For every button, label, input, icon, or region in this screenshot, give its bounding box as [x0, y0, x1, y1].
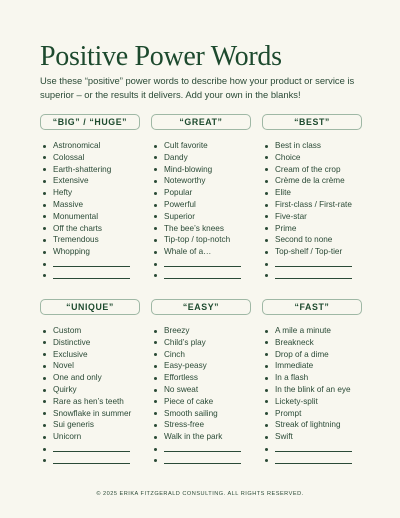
list-item: Easy-peasy [151, 360, 251, 372]
list-item: Choice [262, 152, 362, 164]
list-item: Distinctive [40, 337, 140, 349]
list-item: Monumental [40, 211, 140, 223]
blank-line[interactable] [262, 455, 362, 467]
list-item: Superior [151, 211, 251, 223]
list-item: The bee’s knees [151, 223, 251, 235]
list-item: Rare as hen’s teeth [40, 396, 140, 408]
list-item: Child’s play [151, 337, 251, 349]
list-item: No sweat [151, 384, 251, 396]
list-item: Piece of cake [151, 396, 251, 408]
list-item: Off the charts [40, 223, 140, 235]
blank-line[interactable] [262, 270, 362, 282]
list-item: One and only [40, 372, 140, 384]
list-item: Swift [262, 431, 362, 443]
blank-line[interactable] [40, 443, 140, 455]
word-list [151, 325, 251, 467]
list-item: Whale of a… [151, 246, 251, 258]
blank-line[interactable] [40, 270, 140, 282]
list-item: Colossal [40, 152, 140, 164]
word-group-best [262, 114, 362, 282]
list-item: Prompt [262, 408, 362, 420]
list-item: Earth-shattering [40, 164, 140, 176]
list-item: Lickety-split [262, 396, 362, 408]
page-title: Positive Power Words [40, 41, 282, 72]
list-item: Elite [262, 187, 362, 199]
blank-line[interactable] [151, 258, 251, 270]
list-item: Unicorn [40, 431, 140, 443]
blank-line[interactable] [151, 270, 251, 282]
list-item: Immediate [262, 360, 362, 372]
word-group-big [40, 114, 140, 282]
list-item: Cream of the crop [262, 164, 362, 176]
list-item: Massive [40, 199, 140, 211]
list-item: Custom [40, 325, 140, 337]
list-item: Exclusive [40, 349, 140, 361]
list-item: Best in class [262, 140, 362, 152]
intro-text: Use these “positive” power words to describe how your product or service is superior – or the results it delivers. Add your own in the blanks! [40, 75, 355, 100]
blank-line[interactable] [40, 258, 140, 270]
list-item: Prime [262, 223, 362, 235]
list-item: Top-shelf / Top-tier [262, 246, 362, 258]
list-item: Breakneck [262, 337, 362, 349]
list-item: Cinch [151, 349, 251, 361]
group-heading: “GREAT” [151, 114, 251, 130]
list-item: A mile a minute [262, 325, 362, 337]
list-item: Tremendous [40, 234, 140, 246]
list-item: Tip-top / top-notch [151, 234, 251, 246]
list-item: Astronomical [40, 140, 140, 152]
list-item: Sui generis [40, 419, 140, 431]
word-group-great [151, 114, 251, 282]
list-item: Powerful [151, 199, 251, 211]
list-item: Second to none [262, 234, 362, 246]
group-heading: “UNIQUE” [40, 299, 140, 315]
list-item: In the blink of an eye [262, 384, 362, 396]
list-item: Walk in the park [151, 431, 251, 443]
list-item: Whopping [40, 246, 140, 258]
list-item: Crème de la crème [262, 175, 362, 187]
word-list [262, 325, 362, 467]
list-item: Popular [151, 187, 251, 199]
blank-line[interactable] [151, 455, 251, 467]
word-list [151, 140, 251, 282]
list-item: Extensive [40, 175, 140, 187]
list-item: Hefty [40, 187, 140, 199]
list-item: Smooth sailing [151, 408, 251, 420]
word-group-unique [40, 299, 140, 467]
list-item: Dandy [151, 152, 251, 164]
word-list [40, 140, 140, 282]
list-item: Quirky [40, 384, 140, 396]
word-group-fast [262, 299, 362, 467]
list-item: Effortless [151, 372, 251, 384]
list-item: Stress-free [151, 419, 251, 431]
blank-line[interactable] [151, 443, 251, 455]
list-item: Novel [40, 360, 140, 372]
group-heading: “BIG” / “HUGE” [40, 114, 140, 130]
list-item: Noteworthy [151, 175, 251, 187]
list-item: Streak of lightning [262, 419, 362, 431]
list-item: Five-star [262, 211, 362, 223]
list-item: Breezy [151, 325, 251, 337]
copyright-footer: © 2025 ERIKA FITZGERALD CONSULTING. ALL RIGHTS RESERVED. [96, 491, 304, 497]
word-list [262, 140, 362, 282]
list-item: In a flash [262, 372, 362, 384]
blank-line[interactable] [262, 443, 362, 455]
list-item: Mind-blowing [151, 164, 251, 176]
word-group-easy [151, 299, 251, 467]
group-heading: “BEST” [262, 114, 362, 130]
list-item: Cult favorite [151, 140, 251, 152]
blank-line[interactable] [262, 258, 362, 270]
list-item: Snowflake in summer [40, 408, 140, 420]
list-item: First-class / First-rate [262, 199, 362, 211]
word-list [40, 325, 140, 467]
blank-line[interactable] [40, 455, 140, 467]
list-item: Drop of a dime [262, 349, 362, 361]
group-heading: “EASY” [151, 299, 251, 315]
group-heading: “FAST” [262, 299, 362, 315]
